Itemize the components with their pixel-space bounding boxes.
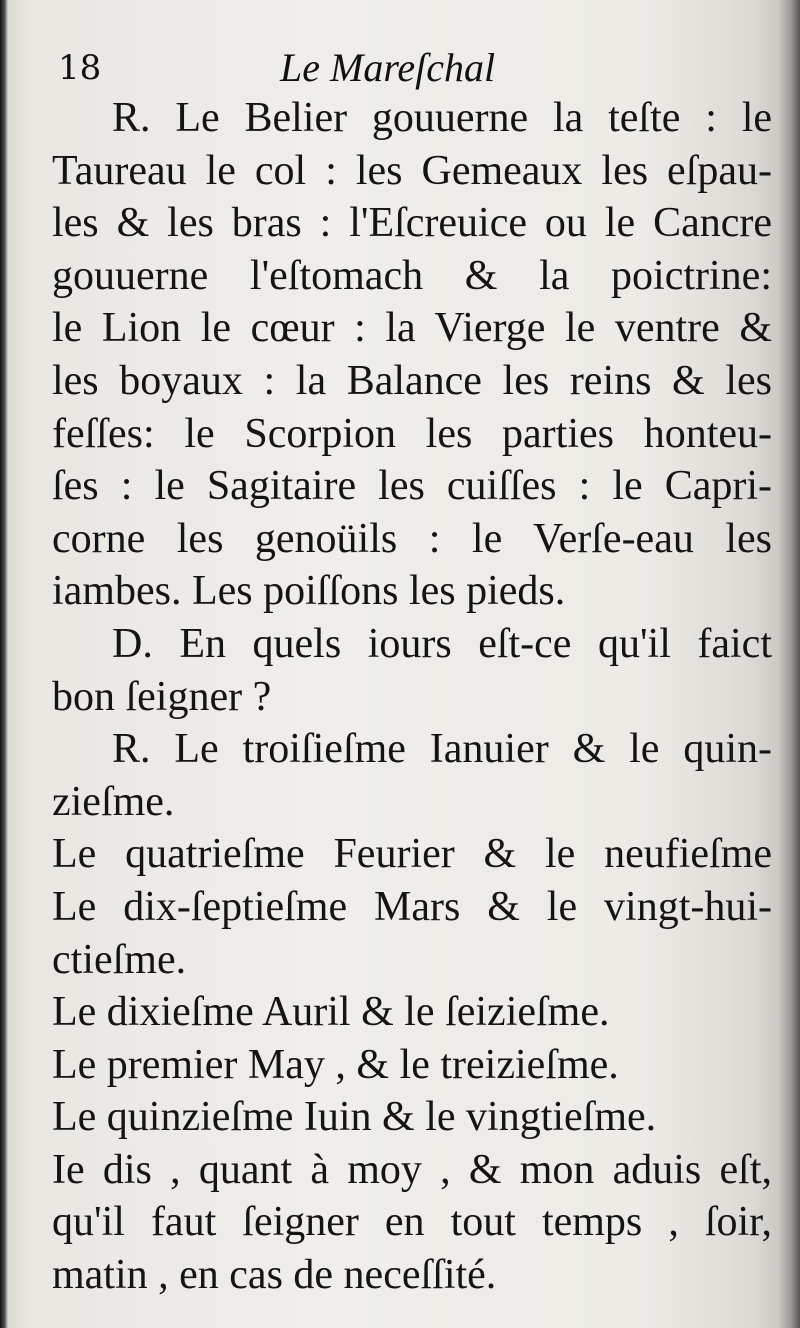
- text-line: matin , en cas de neceſſité.: [52, 1252, 497, 1299]
- page-header: [58, 44, 760, 94]
- text-line: bon ſeigner ?: [52, 673, 272, 720]
- text-line: gouuerne l'eſtomach & la poictrine:: [52, 252, 772, 299]
- text-line: iambes. Les poiſſons les pieds.: [52, 568, 566, 615]
- text-line: ctieſme.: [52, 936, 187, 983]
- page-edge-shadow: [778, 0, 800, 1328]
- text-line: Taureau le col : les Gemeaux les eſpau-: [52, 147, 772, 194]
- text-line: zieſme.: [52, 778, 175, 825]
- text-line: le Lion le cœur : la Vierge le ventre &: [52, 305, 772, 352]
- text-line: R. Le Belier gouuerne la teſte : le: [112, 95, 772, 141]
- text-line: D. En quels iours eſt-ce qu'il faict: [112, 620, 772, 667]
- text-line: corne les genoüils : le Verſe-eau les: [52, 515, 772, 562]
- text-line: Le dixieſme Auril & le ſeizieſme.: [52, 989, 610, 1036]
- text-line: Le premier May , & le treizieſme.: [52, 1041, 619, 1088]
- text-line: Ie dis , quant à moy , & mon aduis eſt,: [52, 1146, 772, 1193]
- text-line: ſes : le Sagitaire les cuiſſes : le Capri-: [52, 463, 772, 510]
- page-gutter-shadow: [0, 0, 8, 1328]
- running-head: Le Mareſchal: [280, 45, 496, 90]
- text-line: Le quinzieſme Iuin & le vingtieſme.: [52, 1094, 657, 1141]
- body-text: [52, 92, 772, 1302]
- text-line: les & les bras : l'Eſcreuice ou le Cancre: [52, 200, 772, 247]
- text-line: Le quatrieſme Feurier & le neufieſme: [52, 831, 772, 878]
- page-number: 18: [58, 48, 102, 88]
- text-line: Le dix-ſeptieſme Mars & le vingt-hui-: [52, 883, 772, 930]
- text-line: R. Le troiſieſme Ianuier & le quin-: [112, 726, 772, 773]
- text-line: qu'il faut ſeigner en tout temps , ſoir,: [52, 1199, 772, 1246]
- text-line: feſſes: le Scorpion les parties honteu-: [52, 410, 772, 457]
- text-line: les boyaux : la Balance les reins & les: [52, 357, 772, 404]
